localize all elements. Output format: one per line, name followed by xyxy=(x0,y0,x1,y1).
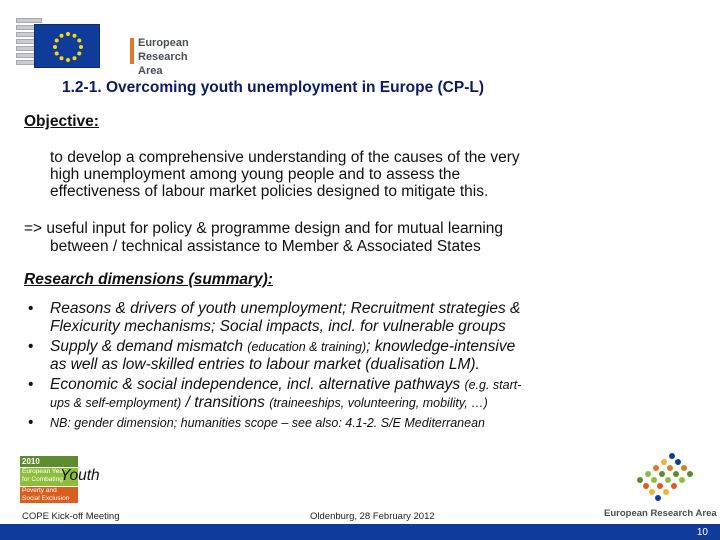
footer-bar xyxy=(0,524,720,540)
bullet-icon: • xyxy=(28,414,34,431)
eu-flag-icon xyxy=(34,24,100,68)
bullet-icon: • xyxy=(28,376,34,393)
era-accent-bar xyxy=(130,38,134,64)
slide-title: 1.2-1. Overcoming youth unemployment in Europe (CP-L) xyxy=(62,79,484,96)
objective-outcome-continuation: between / technical assistance to Member & Associated States xyxy=(50,238,481,255)
research-heading: Research dimensions (summary): xyxy=(24,271,273,288)
research-bullet-list xyxy=(24,300,704,434)
european-research-area-logo xyxy=(16,16,201,77)
european-year-badge: 2010 European Year for Combating Poverty and Social Exclusion xyxy=(20,456,78,504)
list-item: • NB: gender dimension; humanities scope – see also: 4.1-2. S/E Mediterranean xyxy=(28,414,485,431)
objective-heading: Objective: xyxy=(24,113,99,130)
objective-outcome-line: => useful input for policy & programme design and for mutual learning xyxy=(24,220,504,237)
objective-text: to develop a comprehensive understanding of the causes of the very high unemployment among young people and to assess the effectiveness of labour market policies designed to mitigate this. xyxy=(50,149,520,200)
footer-meeting: COPE Kick-off Meeting xyxy=(22,511,120,522)
era-footer-label: European Research Area xyxy=(604,508,717,519)
era-logo-text: European Research Area xyxy=(138,37,189,77)
footer-date: Oldenburg, 28 February 2012 xyxy=(310,511,435,522)
list-item: • Supply & demand mismatch (education & training); knowledge-intensive as well as low-skilled entries to labour market (dualisation LM). xyxy=(28,338,516,373)
list-item: • Economic & social independence, incl. alternative pathways (e.g. start- ups & self-employment) / transitions (traineeships, volunteering, mobility, …) xyxy=(28,376,522,411)
page-number: 10 xyxy=(696,527,708,538)
bullet-continuation-text: Youth xyxy=(60,467,100,484)
list-item: • Reasons & drivers of youth unemployment; Recruitment strategies & Flexicurity mechanisms; Social impacts, incl. for vulnerable groups xyxy=(28,300,521,335)
bullet-icon: • xyxy=(28,300,34,317)
bullet-icon: • xyxy=(28,338,34,355)
